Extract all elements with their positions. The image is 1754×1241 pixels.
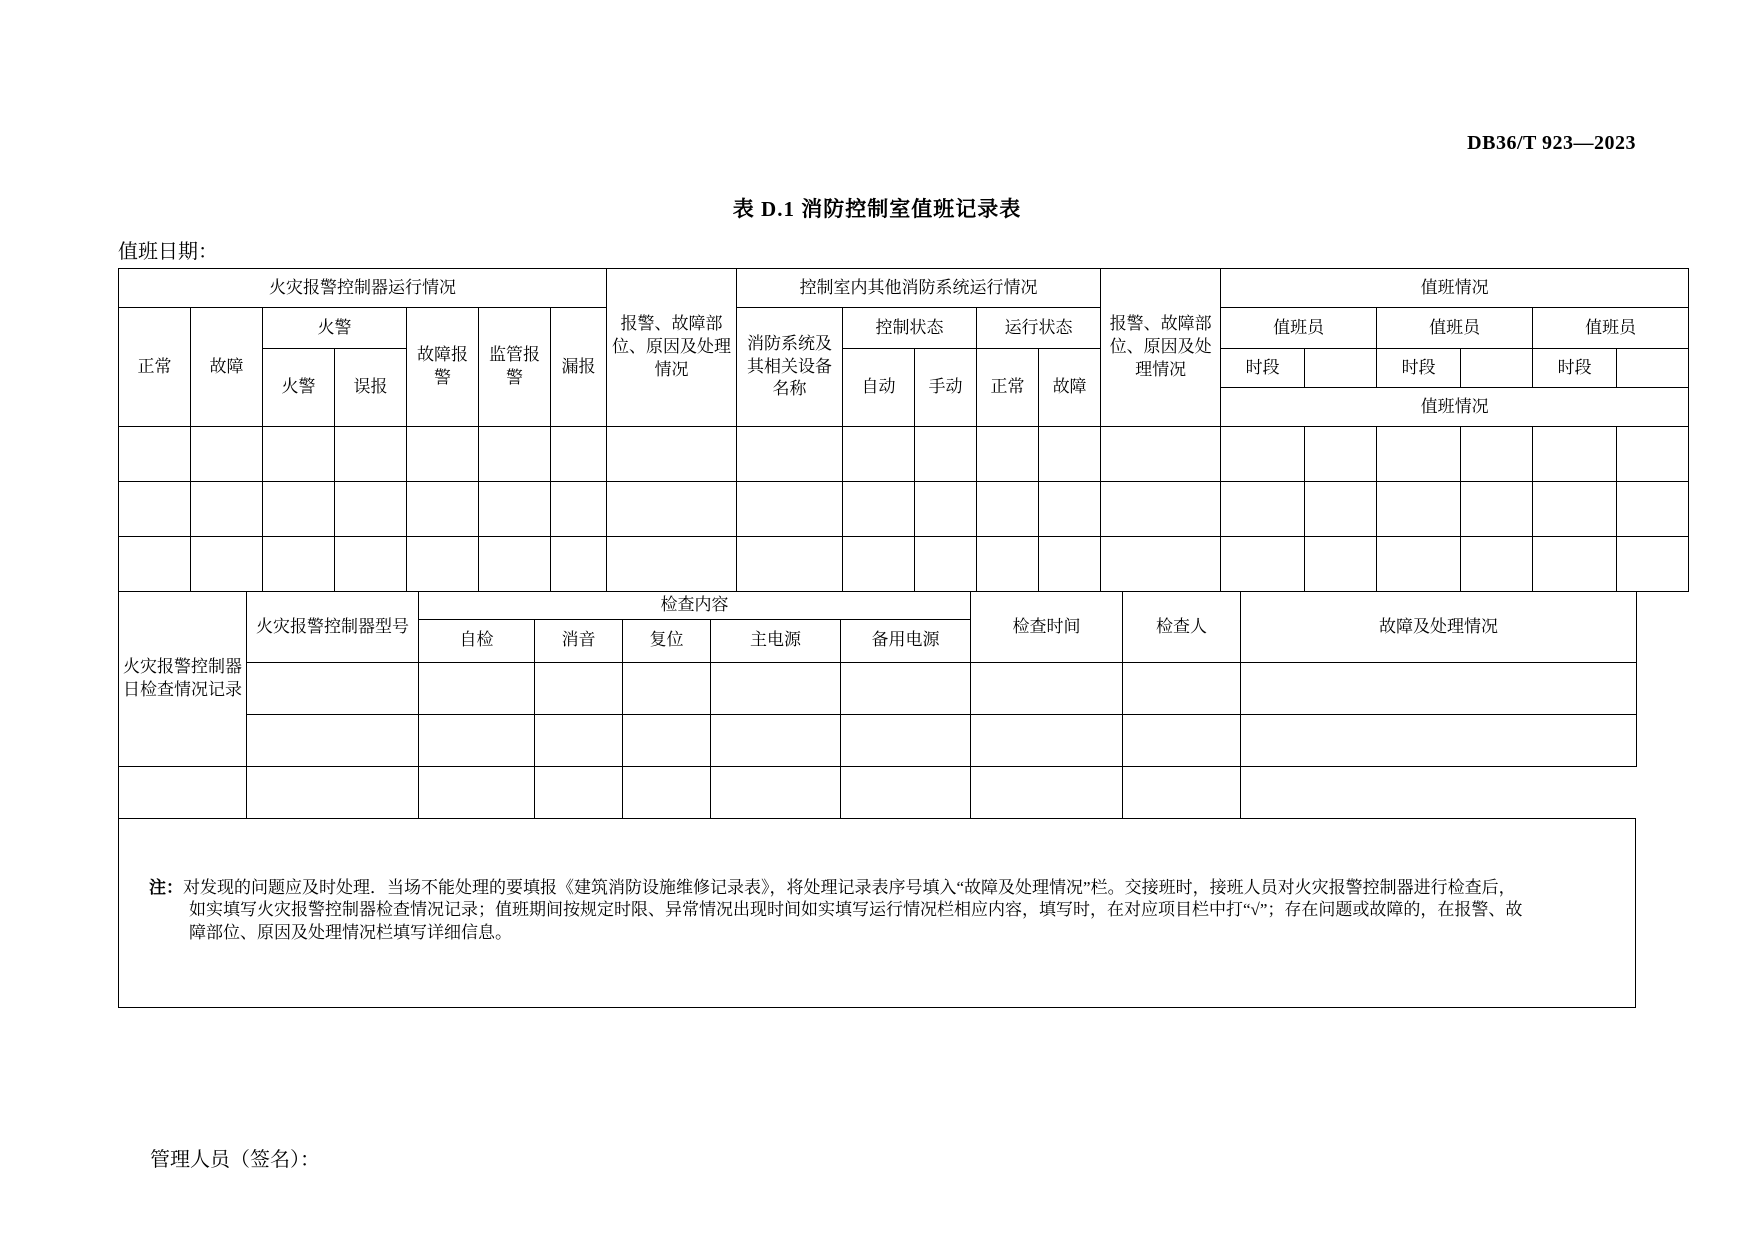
cell-alarm-fault-handling-1[interactable]: [607, 427, 737, 482]
cell-checker[interactable]: [1123, 714, 1241, 766]
header-manual: 手动: [915, 349, 977, 427]
header-check-time: 检查时间: [971, 592, 1123, 663]
cell-backup-power[interactable]: [841, 662, 971, 714]
header-reset: 复位: [623, 619, 711, 662]
header-run-state: 运行状态: [977, 308, 1101, 349]
duty-date-label: 值班日期：: [118, 241, 218, 263]
header-fault-handling: 故障及处理情况: [1241, 592, 1637, 663]
header-period-3: 时段: [1533, 349, 1617, 388]
check-row-label: 火灾报警控制器日检查情况记录: [119, 592, 247, 767]
cell-fault[interactable]: [191, 482, 263, 537]
cell-reset[interactable]: [623, 714, 711, 766]
header-duty-person-2: 值班员: [1377, 308, 1533, 349]
daily-check-table: [118, 591, 1637, 819]
cell-period-2-value[interactable]: [1461, 349, 1533, 388]
cell-duty-1a[interactable]: [1221, 537, 1305, 592]
note-line-3: 障部位、原因及处理情况栏填写详细信息。: [189, 923, 512, 943]
cell-fault-alarm[interactable]: [407, 482, 479, 537]
cell-false-alarm[interactable]: [335, 537, 407, 592]
cell-alarm-fault-handling-2[interactable]: [1101, 427, 1221, 482]
cell-alarm-fault-handling-2[interactable]: [1101, 482, 1221, 537]
page-title: 表 D.1 消防控制室值班记录表: [732, 197, 1022, 221]
cell-duty-2b[interactable]: [1461, 537, 1533, 592]
cell-duty-3b[interactable]: [1617, 427, 1689, 482]
cell-duty-3a[interactable]: [1533, 482, 1617, 537]
cell-normal[interactable]: [119, 537, 191, 592]
note-line-2: 如实填写火灾报警控制器检查情况记录；值班期间按规定时限、异常情况出现时间如实填写运行情况栏相应内容，填写时，在对应项目栏中打“√”；存在问题或故障的，在报警、故: [189, 900, 1523, 920]
cell-silence[interactable]: [535, 714, 623, 766]
cell-system-name[interactable]: [737, 482, 843, 537]
record-table-wrapper: [118, 268, 1636, 1008]
cell-supervision-alarm[interactable]: [479, 482, 551, 537]
header-main-power: 主电源: [711, 619, 841, 662]
cell-self-check[interactable]: [419, 714, 535, 766]
cell-check-time[interactable]: [841, 766, 971, 818]
note-row: [119, 818, 1636, 1007]
cell-run-normal[interactable]: [977, 427, 1039, 482]
cell-duty-1a[interactable]: [1221, 482, 1305, 537]
header-checker: 检查人: [1123, 592, 1241, 663]
header-silence: 消音: [535, 619, 623, 662]
cell-fire-alarm[interactable]: [263, 482, 335, 537]
cell-supervision-alarm[interactable]: [479, 537, 551, 592]
cell-alarm-fault-handling-1[interactable]: [607, 537, 737, 592]
header-controller-model: 火灾报警控制器型号: [247, 592, 419, 663]
note-table: [118, 818, 1636, 1008]
cell-manual[interactable]: [915, 537, 977, 592]
cell-missed-alarm[interactable]: [551, 537, 607, 592]
header-self-check: 自检: [419, 619, 535, 662]
cell-supervision-alarm[interactable]: [479, 427, 551, 482]
header-missed-alarm: 漏报: [551, 308, 607, 427]
cell-missed-alarm[interactable]: [551, 427, 607, 482]
standard-code: DB36/T 923—2023: [1467, 132, 1636, 154]
header-supervision-alarm: 监管报警: [479, 308, 551, 427]
cell-false-alarm[interactable]: [335, 427, 407, 482]
note-line-1: 对发现的问题应及时处理．当场不能处理的要填报《建筑消防设施维修记录表》，将处理记录表序号填入“故障及处理情况”栏。交接班时，接班人员对火灾报警控制器进行检查后，: [183, 877, 1516, 897]
check-row[interactable]: [119, 766, 1637, 818]
cell-run-fault[interactable]: [1039, 537, 1101, 592]
cell-fire-alarm[interactable]: [263, 537, 335, 592]
cell-period-1-value[interactable]: [1305, 349, 1377, 388]
table-row[interactable]: [119, 537, 1689, 592]
cell-manual[interactable]: [915, 482, 977, 537]
table-header-row-3: [119, 349, 1689, 388]
cell-run-fault[interactable]: [1039, 427, 1101, 482]
cell-auto[interactable]: [843, 482, 915, 537]
header-period-1: 时段: [1221, 349, 1305, 388]
group-header-other-systems: 控制室内其他消防系统运行情况: [737, 269, 1101, 308]
duty-record-table: [118, 268, 1689, 592]
cell-main-power[interactable]: [623, 766, 711, 818]
table-row[interactable]: [119, 427, 1689, 482]
cell-duty-3b[interactable]: [1617, 482, 1689, 537]
group-header-duty-status: 值班情况: [1221, 269, 1689, 308]
header-duty-person-1: 值班员: [1221, 308, 1377, 349]
cell-run-normal[interactable]: [977, 537, 1039, 592]
cell-manual[interactable]: [915, 427, 977, 482]
cell-duty-1a[interactable]: [1221, 427, 1305, 482]
cell-checker[interactable]: [971, 766, 1123, 818]
cell-duty-1b[interactable]: [1305, 537, 1377, 592]
table-header-row-1: [119, 269, 1689, 308]
header-control-state: 控制状态: [843, 308, 977, 349]
cell-reset[interactable]: [623, 662, 711, 714]
check-row[interactable]: [119, 714, 1637, 766]
cell-system-name[interactable]: [737, 537, 843, 592]
header-backup-power: 备用电源: [841, 619, 971, 662]
cell-duty-1b[interactable]: [1305, 482, 1377, 537]
header-run-normal: 正常: [977, 349, 1039, 427]
cell-fire-alarm[interactable]: [263, 427, 335, 482]
cell-missed-alarm[interactable]: [551, 482, 607, 537]
cell-main-power[interactable]: [711, 714, 841, 766]
cell-silence[interactable]: [419, 766, 535, 818]
cell-check-time[interactable]: [971, 714, 1123, 766]
check-header-row-1: [119, 592, 1637, 620]
header-normal: 正常: [119, 308, 191, 427]
cell-self-check[interactable]: [247, 766, 419, 818]
cell-controller-model-extra[interactable]: [119, 766, 247, 818]
table-header-row-2: [119, 308, 1689, 349]
cell-checker[interactable]: [1123, 662, 1241, 714]
cell-duty-3a[interactable]: [1533, 427, 1617, 482]
cell-main-power[interactable]: [711, 662, 841, 714]
cell-run-normal[interactable]: [977, 482, 1039, 537]
cell-run-fault[interactable]: [1039, 482, 1101, 537]
header-fault-alarm: 故障报警: [407, 308, 479, 427]
cell-duty-2a[interactable]: [1377, 482, 1461, 537]
manager-signature-label: 管理人员（签名）：: [150, 1149, 320, 1171]
cell-reset[interactable]: [535, 766, 623, 818]
cell-duty-2a[interactable]: [1377, 537, 1461, 592]
cell-false-alarm[interactable]: [335, 482, 407, 537]
header-run-fault: 故障: [1039, 349, 1101, 427]
cell-duty-2b[interactable]: [1461, 482, 1533, 537]
header-system-name: 消防系统及其相关设备名称: [737, 308, 843, 427]
cell-duty-2a[interactable]: [1377, 427, 1461, 482]
header-auto: 自动: [843, 349, 915, 427]
check-row[interactable]: [119, 662, 1637, 714]
cell-alarm-fault-handling-2[interactable]: [1101, 537, 1221, 592]
header-duty-person-3: 值班员: [1533, 308, 1689, 349]
cell-auto[interactable]: [843, 427, 915, 482]
cell-fault-alarm[interactable]: [407, 537, 479, 592]
cell-alarm-fault-handling-1[interactable]: [607, 482, 737, 537]
header-fire-alarm-sub: 火警: [263, 349, 335, 427]
cell-fault-handling[interactable]: [1241, 662, 1637, 714]
cell-controller-model[interactable]: [247, 662, 419, 714]
table-row[interactable]: [119, 482, 1689, 537]
group-header-alarm-fault-handling-2: 报警、故障部位、原因及处理情况: [1101, 269, 1221, 427]
cell-fault-alarm[interactable]: [407, 427, 479, 482]
note-lead: 注：: [149, 877, 183, 897]
cell-duty-3b[interactable]: [1617, 537, 1689, 592]
header-fire-alarm: 火警: [263, 308, 407, 349]
cell-self-check[interactable]: [419, 662, 535, 714]
cell-backup-power[interactable]: [711, 766, 841, 818]
cell-duty-3a[interactable]: [1533, 537, 1617, 592]
cell-fault[interactable]: [191, 427, 263, 482]
cell-backup-power[interactable]: [841, 714, 971, 766]
header-fault: 故障: [191, 308, 263, 427]
cell-duty-2b[interactable]: [1461, 427, 1533, 482]
header-false-alarm: 误报: [335, 349, 407, 427]
group-header-alarm-fault-handling-1: 报警、故障部位、原因及处理情况: [607, 269, 737, 427]
cell-fault-handling[interactable]: [1123, 766, 1241, 818]
cell-auto[interactable]: [843, 537, 915, 592]
cell-fault-handling[interactable]: [1241, 714, 1637, 766]
cell-check-time[interactable]: [971, 662, 1123, 714]
cell-fault[interactable]: [191, 537, 263, 592]
cell-duty-1b[interactable]: [1305, 427, 1377, 482]
cell-period-3-value[interactable]: [1617, 349, 1689, 388]
note-cell: [119, 818, 1636, 1007]
cell-silence[interactable]: [535, 662, 623, 714]
header-duty-status-row: 值班情况: [1221, 388, 1689, 427]
group-header-fire-alarm-controller: 火灾报警控制器运行情况: [119, 269, 607, 308]
cell-normal[interactable]: [119, 482, 191, 537]
cell-system-name[interactable]: [737, 427, 843, 482]
cell-normal[interactable]: [119, 427, 191, 482]
cell-controller-model[interactable]: [247, 714, 419, 766]
header-check-content: 检查内容: [419, 592, 971, 620]
header-period-2: 时段: [1377, 349, 1461, 388]
